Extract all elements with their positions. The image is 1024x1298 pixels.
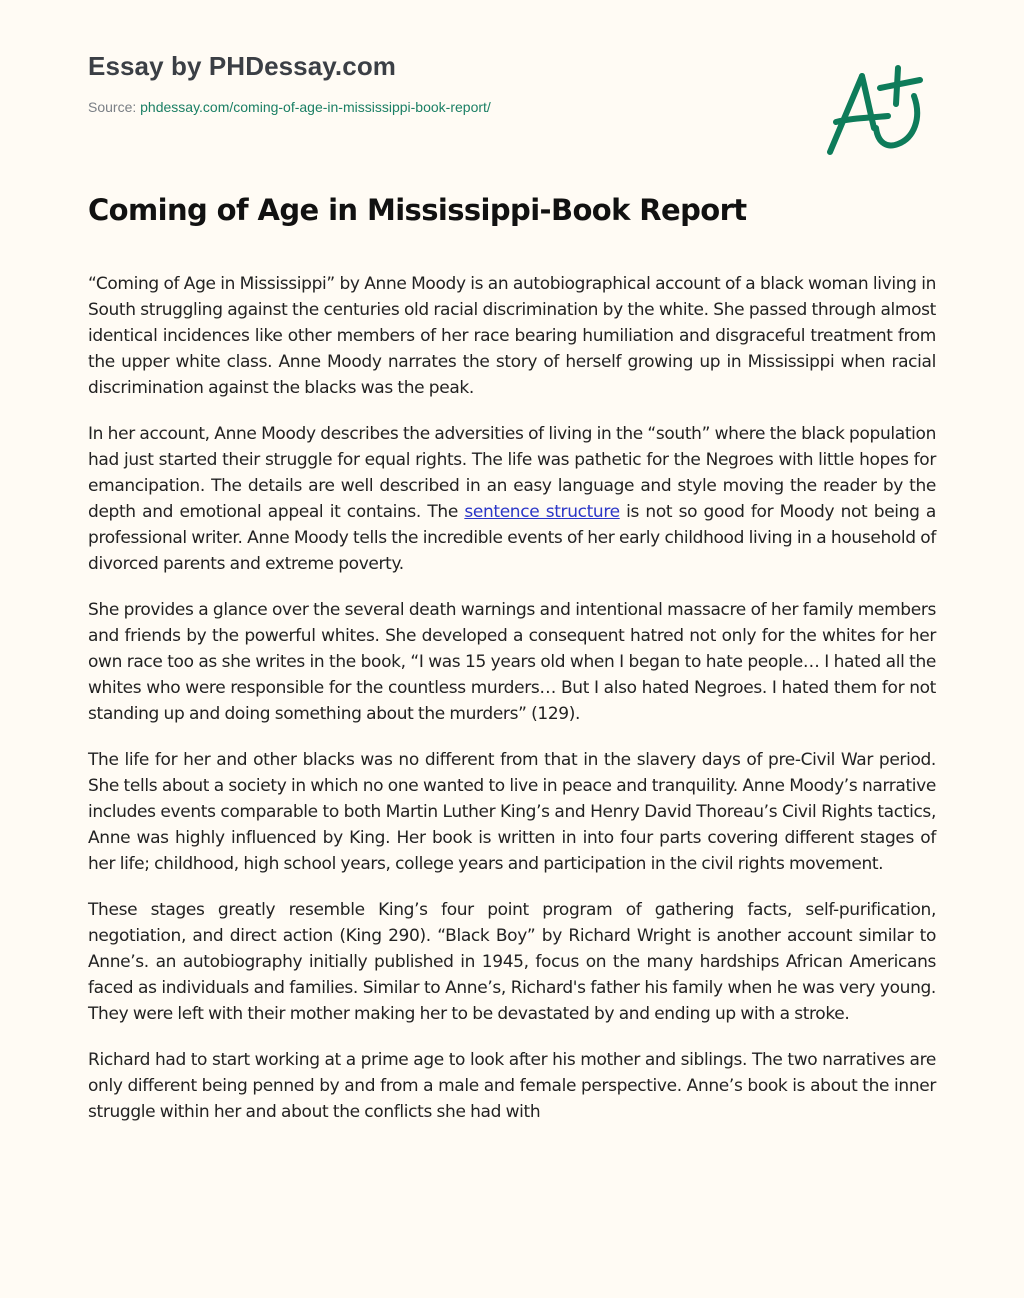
paragraph: These stages greatly resemble King’s four point program of gathering facts, self-purification, negotiation, and direct action (King 290). “Black Boy” by Richard Wright is another account similar to Anne’s. an autobiography initially published in 1945, focus on the many hardships African Americans faced as individuals and families. Similar to Anne’s, Richard's father his family when he was very young. They were left with their mother making her to be devastated by and ending up with a stroke. xyxy=(88,900,936,1024)
paragraph-text: In her account, Anne Moody describes the adversities of living in the “south” where the black population had just started their struggle for equal rights. The life was pathetic for the Negroes with little hopes for emancipation. The details are well described in an easy language and style moving the reader by the depth and emotional appeal it contains. The xyxy=(88,424,936,522)
paragraph-text: is not so good for Moody not being a professional writer. Anne Moody tells the incredible events of her early childhood living in a household of divorced parents and extreme poverty. xyxy=(88,502,937,574)
sentence-structure-link[interactable]: sentence structure xyxy=(464,502,620,522)
paragraph xyxy=(88,421,936,577)
source-line xyxy=(88,98,788,116)
paragraph: “Coming of Age in Mississippi” by Anne Moody is an autobiographical account of a black woman living in South struggling against the centuries old racial discrimination by the white. She passed through almost identical incidences like other members of her race bearing humiliation and disgraceful treatment from the upper white class. Anne Moody narrates the story of herself growing up in Mississippi when racial discrimination against the blacks was the peak. xyxy=(88,274,936,398)
source-label: Source: xyxy=(88,99,141,115)
site-header xyxy=(88,50,788,116)
brand-title: Essay by PHDessay.com xyxy=(88,51,397,81)
paragraph: The life for her and other blacks was no different from that in the slavery days of pre-Civil War period. She tells about a society in which no one wanted to live in peace and tranquility. Anne Moody’s narrative includes events comparable to both Martin Luther King’s and Henry David Thoreau’s Civil Rights tactics, Anne was highly influenced by King. Her book is written in into four parts covering different stages of her life; childhood, high school years, college years and participation in the civil rights movement. xyxy=(88,750,936,874)
paragraph: She provides a glance over the several death warnings and intentional massacre of her family members and friends by the powerful whites. She developed a consequent hatred not only for the whites for her own race too as she writes in the book, “I was 15 years old when I began to hate people… I hated all the whites who were responsible for the countless murders… But I also hated Negroes. I hated them for not standing up and doing something about the murders” (129). xyxy=(88,600,936,724)
paragraph: Richard had to start working at a prime age to look after his mother and siblings. The two narratives are only different being penned by and from a male and female perspective. Anne’s book is about the inner struggle within her and about the conflicts she had with xyxy=(88,1050,936,1122)
essay-body xyxy=(88,271,936,1145)
source-link[interactable]: phdessay.com/coming-of-age-in-mississippi-book-report/ xyxy=(140,99,491,115)
a-plus-grade-icon xyxy=(818,62,938,162)
page-title: Coming of Age in Mississippi-Book Report xyxy=(88,193,747,227)
